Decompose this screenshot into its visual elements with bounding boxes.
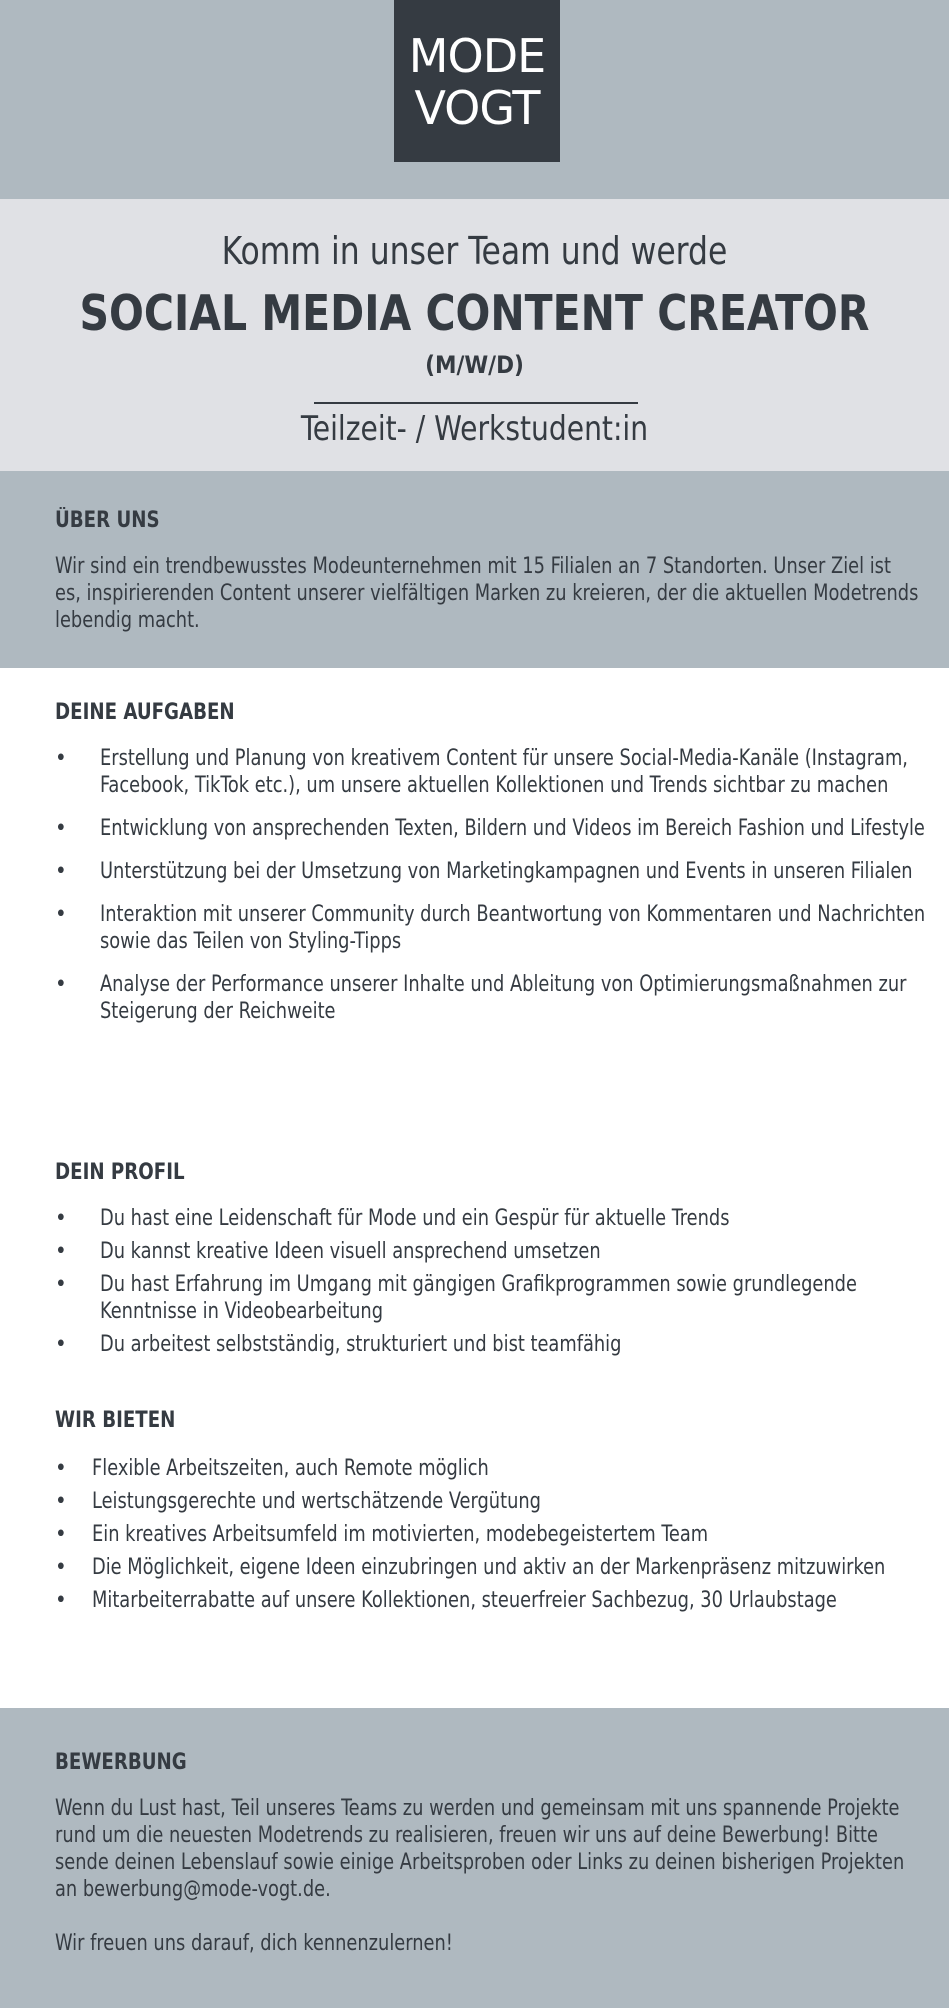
divider (314, 402, 638, 404)
bullet-icon: • (55, 1555, 67, 1580)
offers-list (55, 1455, 905, 1614)
list-item: • Die Möglichkeit, eigene Ideen einzubringen und aktiv an der Markenpräsenz mitzuwirken (55, 1555, 886, 1580)
bullet-icon: • (55, 1206, 67, 1231)
bullet-icon: • (55, 1456, 67, 1481)
about-text: Wir sind ein trendbewusstes Modeunternehmen mit 15 Filialen an 7 Standorten. Unser Ziel ist es, inspirierenden Content unserer vielfältigen Marken zu kreieren, der die aktuellen Modetrends lebendig macht. (55, 554, 919, 633)
list-item: • Unterstützung bei der Umsetzung von Marketingkampagnen und Events in unseren Filialen (55, 859, 913, 884)
offers-heading: WIR BIETEN (55, 1408, 176, 1433)
list-item: • Mitarbeiterrabatte auf unsere Kollektionen, steuerfreier Sachbezug, 30 Urlaubstage (55, 1588, 837, 1613)
list-item: • Leistungsgerechte und wertschätzende Vergütung (55, 1489, 541, 1514)
apply-heading: BEWERBUNG (55, 1750, 187, 1775)
list-item: • Du hast eine Leidenschaft für Mode und ein Gespür für aktuelle Trends (55, 1206, 730, 1231)
profile-list (55, 1205, 905, 1358)
bullet-icon: • (55, 1272, 67, 1297)
intro-text: Komm in unser Team und werde (221, 229, 728, 273)
bullet-icon: • (55, 1239, 67, 1264)
application-section (0, 1708, 949, 2008)
list-item: • Erstellung und Planung von kreativem Content für unsere Social-Media-Kanäle (Instagram, Facebook, TikTok etc.), um unsere aktuellen Kollektionen und Trends sichtbar zu machen (55, 746, 908, 798)
logo-line-2: VOGT (414, 81, 540, 135)
tasks-heading: DEINE AUFGABEN (55, 700, 235, 725)
bullet-icon: • (55, 1588, 67, 1613)
bullet-icon: • (55, 816, 67, 841)
bullet-icon: • (55, 1332, 67, 1357)
logo-line-1: MODE (408, 29, 546, 83)
profile-section (55, 1160, 905, 1364)
list-item: • Ein kreatives Arbeitsumfeld im motivierten, modebegeistertem Team (55, 1522, 709, 1547)
about-heading: ÜBER UNS (55, 508, 160, 533)
bullet-icon: • (55, 1522, 67, 1547)
list-item: • Du kannst kreative Ideen visuell ansprechend umsetzen (55, 1239, 601, 1264)
job-type: Teilzeit- / Werkstudent:in (300, 409, 649, 449)
brand-logo (394, 0, 560, 162)
bullet-icon: • (55, 902, 67, 927)
bullet-icon: • (55, 746, 67, 771)
bullet-icon: • (55, 972, 67, 997)
profile-heading: DEIN PROFIL (55, 1160, 185, 1185)
apply-closing: Wir freuen uns darauf, dich kennenzulernen! (55, 1931, 453, 1956)
job-title: SOCIAL MEDIA CONTENT CREATOR (79, 285, 870, 342)
offers-section (55, 1408, 905, 1620)
header-band (0, 0, 949, 199)
list-item: • Du arbeitest selbstständig, strukturiert und bist teamfähig (55, 1332, 622, 1357)
bullet-icon: • (55, 859, 67, 884)
bullet-icon: • (55, 1489, 67, 1514)
apply-text: Wenn du Lust hast, Teil unseres Teams zu werden und gemeinsam mit uns spannende Projekte rund um die neuesten Modetrends zu realisieren, freuen wir uns auf deine Bewerbung! Bitte sende deinen Lebenslauf sowie einige Arbeitsproben oder Links zu deinen bisherigen Projekten an bewerbung@mode-vogt.de. (55, 1796, 905, 1902)
list-item: • Analyse der Performance unserer Inhalte und Ableitung von Optimierungsmaßnahmen zur Steigerung der Reichweite (55, 972, 907, 1024)
title-band (0, 199, 949, 471)
tasks-section (55, 700, 926, 1041)
about-section (0, 471, 949, 668)
list-item: • Du hast Erfahrung im Umgang mit gängigen Grafikprogrammen sowie grundlegende Kenntnisse in Videobearbeitung (55, 1272, 857, 1324)
list-item: • Entwicklung von ansprechenden Texten, Bildern und Videos im Bereich Fashion und Lifestyle (55, 816, 925, 841)
gender-note: (M/W/D) (425, 351, 524, 379)
tasks-list (55, 745, 926, 1025)
list-item: • Flexible Arbeitszeiten, auch Remote möglich (55, 1456, 489, 1481)
list-item: • Interaktion mit unserer Community durch Beantwortung von Kommentaren und Nachrichten sowie das Teilen von Styling-Tipps (55, 902, 926, 954)
